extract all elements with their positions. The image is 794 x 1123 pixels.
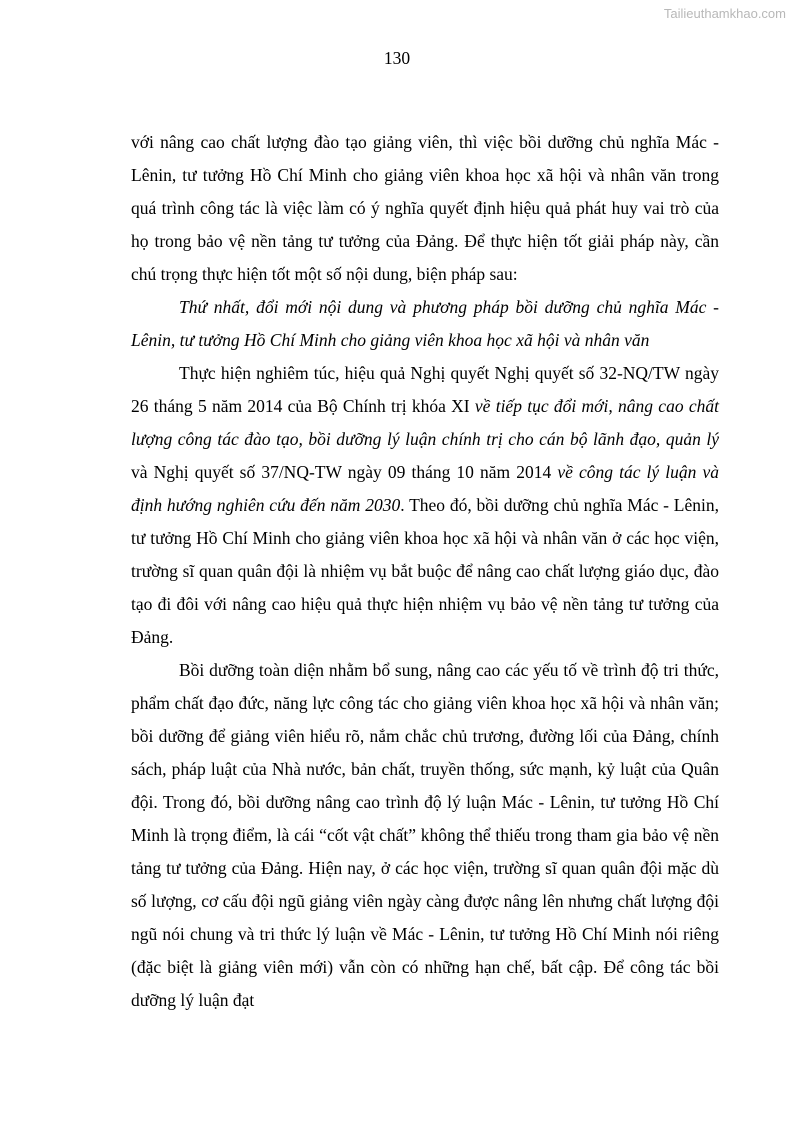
- italic-run-resolution-37: về công tác lý luận và định hướng nghiên cứu đến năm 2030: [131, 462, 719, 515]
- watermark: Tailieuthamkhao.com: [663, 6, 786, 21]
- paragraph-resolutions: [131, 357, 719, 654]
- text-run: và Nghị quyết số 37/NQ-TW ngày 09 tháng 10 năm 2014: [131, 462, 558, 482]
- page-number: 130: [383, 48, 411, 68]
- section-heading: Thứ nhất, đổi mới nội dung và phương pháp bồi dưỡng chủ nghĩa Mác - Lênin, tư tưởng Hồ Chí Minh cho giảng viên khoa học xã hội và nhân văn: [131, 297, 719, 350]
- document-body: [131, 126, 719, 1017]
- text-run: . Theo đó, bồi dưỡng chủ nghĩa Mác - Lênin, tư tưởng Hồ Chí Minh cho giảng viên khoa học xã hội và nhân văn ở các học viện, trường sĩ quan quân đội là nhiệm vụ bắt buộc để nâng cao chất lượng giáo dục, đào tạo đi đôi với nâng cao hiệu quả thực hiện nhiệm vụ bảo vệ nền tảng tư tưởng của Đảng.: [131, 495, 719, 647]
- paragraph-continuation: với nâng cao chất lượng đào tạo giảng viên, thì việc bồi dưỡng chủ nghĩa Mác - Lênin, tư tưởng Hồ Chí Minh cho giảng viên khoa học xã hội và nhân văn trong quá trình công tác là việc làm có ý nghĩa quyết định hiệu quả phát huy vai trò của họ trong bảo vệ nền tảng tư tưởng của Đảng. Để thực hiện tốt giải pháp này, cần chú trọng thực hiện tốt một số nội dung, biện pháp sau:: [131, 132, 719, 284]
- text-run: Thực hiện nghiêm túc, hiệu quả Nghị quyết Nghị quyết số 32-NQ/TW ngày 26 tháng 5 năm 2014 của Bộ Chính trị khóa XI: [131, 363, 719, 416]
- italic-run-resolution-32: về tiếp tục đổi mới, nâng cao chất lượng công tác đào tạo, bồi dưỡng lý luận chính trị cho cán bộ lãnh đạo, quản lý: [131, 396, 719, 449]
- paragraph-comprehensive-training: Bồi dưỡng toàn diện nhằm bổ sung, nâng cao các yếu tố về trình độ tri thức, phẩm chất đạo đức, năng lực công tác cho giảng viên khoa học xã hội và nhân văn; bồi dưỡng để giảng viên hiểu rõ, nắm chắc chủ trương, đường lối của Đảng, chính sách, pháp luật của Nhà nước, bản chất, truyền thống, sức mạnh, kỷ luật của Quân đội. Trong đó, bồi dưỡng nâng cao trình độ lý luận Mác - Lênin, tư tưởng Hồ Chí Minh là trọng điểm, là cái “cốt vật chất” không thể thiếu trong tham gia bảo vệ nền tảng tư tưởng của Đảng. Hiện nay, ở các học viện, trường sĩ quan quân đội mặc dù số lượng, cơ cấu đội ngũ giảng viên ngày càng được nâng lên nhưng chất lượng đội ngũ nói chung và tri thức lý luận về Mác - Lênin, tư tưởng Hồ Chí Minh nói riêng (đặc biệt là giảng viên mới) vẫn còn có những hạn chế, bất cập. Để công tác bồi dưỡng lý luận đạt: [131, 660, 719, 1010]
